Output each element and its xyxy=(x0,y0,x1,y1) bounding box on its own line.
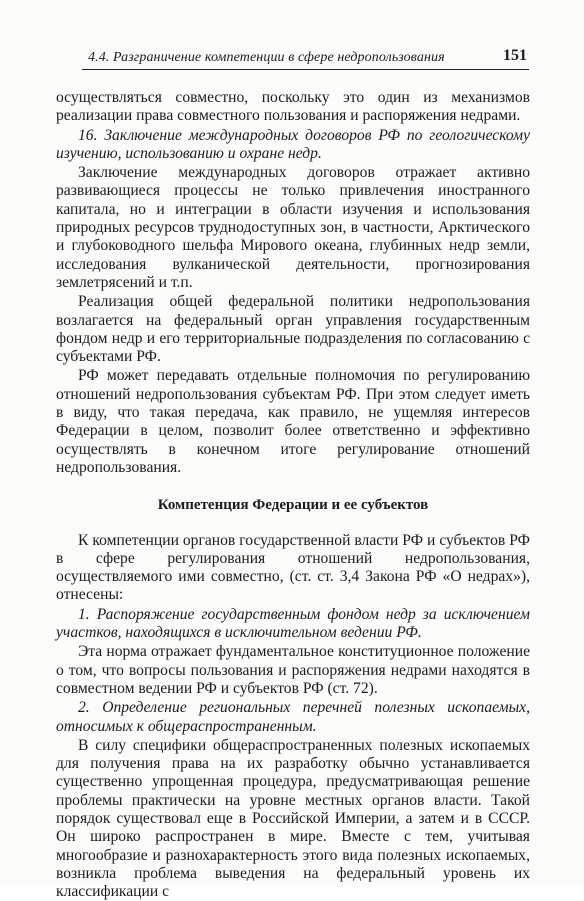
paragraph-competence-intro: К компетенции органов государственной власти РФ и субъектов РФ в сфере регулирования отношений недропользования, осуществляемого ими совместно, (ст. ст. 3,4 Закона РФ «О недрах»), отнесены: xyxy=(56,531,530,604)
paragraph-constitutional-norm: Эта норма отражает фундаментальное конституционное положение о том, что вопросы пользования и распоряжения недрами находятся в совместном ведении РФ и субъектов РФ (ст. 72). xyxy=(56,643,530,697)
paragraph-common-minerals: В силу специфики общераспространенных полезных ископаемых для получения права на их разработку обычно устанавливается существенно упрощенная процедура, предусматривающая решение проблемы практически на уровне местных органов власти. Такой порядок существовал еще в Российской Империи, а затем и в СССР. Он широко распространен в мире. Вместе с тем, учитывая многообразие и разнохарактерность этого вида полезных ископаемых, возникла проблема выведения на федеральный уровень их классификации с xyxy=(56,736,530,901)
paragraph-delegation: РФ может передавать отдельные полномочия по регулированию отношений недропользования субъектам РФ. При этом следует иметь в виду, что такая передача, как правило, не ущемляя интересов Федерации в целом, позволит более ответственно и эффективно осуществлять в конечном итоге регулирование отношений недропользования. xyxy=(56,367,530,476)
paragraph-item-16: 16. Заключение международных договоров РФ по геологическому изучению, использованию и охране недр. xyxy=(56,126,530,162)
paragraph-item-2: 2. Определение региональных перечней полезных ископаемых, относимых к общераспространенным. xyxy=(56,699,530,735)
paragraph-continuation: осуществляться совместно, поскольку это один из механизмов реализации права совместного пользования и распоряжения недрами. xyxy=(56,89,530,125)
paragraph-federal-policy: Реализация общей федеральной политики недропользования возлагается на федеральный орган управления государственным фондом недр и его территориальные подразделения по согласованию с субъектами РФ. xyxy=(56,293,530,366)
body-text xyxy=(56,89,530,901)
running-header xyxy=(82,47,529,70)
page-number: 151 xyxy=(503,47,527,64)
section-heading: Компетенция Федерации и ее субъектов xyxy=(157,497,429,514)
running-header-title: 4.4. Разграничение компетенции в сфере недропользования xyxy=(88,50,445,65)
paragraph-item-1: 1. Распоряжение государственным фондом недр за исключением участков, находящихся в исключительном ведении РФ. xyxy=(56,605,530,642)
paragraph-international-treaties: Заключение международных договоров отражает активно развивающиеся процессы не только привлечения иностранного капитала, но и интеграции в области изучения и использования природных ресурсов труднодоступных зон, в частности, Арктического и глубоководного шельфа Мирового океана, глубинных недр земли, исследования вулканической деятельности, прогнозирования землетрясений и т.п. xyxy=(56,164,530,291)
